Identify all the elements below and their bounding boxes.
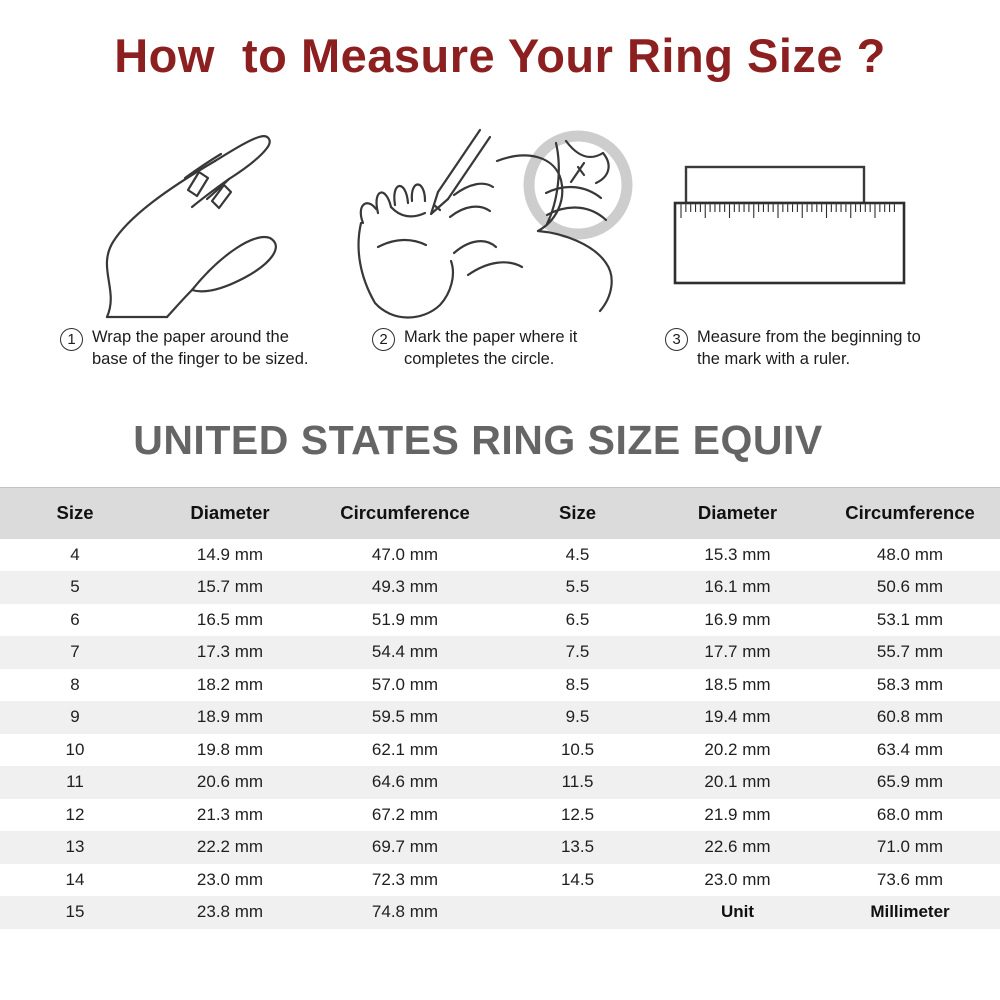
- table-cell: 49.3 mm: [310, 571, 500, 604]
- table-row: [0, 539, 1000, 572]
- table-cell: 15.7 mm: [150, 571, 310, 604]
- table-row: [0, 604, 1000, 637]
- table-cell: 14.5: [560, 869, 595, 889]
- marking-paper-illustration: [350, 125, 645, 320]
- table-cell: 11: [0, 766, 150, 799]
- table-row: [0, 571, 1000, 604]
- table-row: [0, 636, 1000, 669]
- paper-strip-shape: [686, 167, 864, 203]
- page-title: How to Measure Your Ring Size ?: [114, 29, 886, 82]
- table-cell: 9.5: [500, 701, 655, 734]
- table-cell: 73.6 mm: [876, 869, 944, 889]
- table-cell: 6.5: [565, 609, 590, 629]
- table-cell: 53.1 mm: [876, 609, 944, 629]
- table-row: [0, 734, 1000, 767]
- table-cell: 13: [0, 831, 150, 864]
- table-cell: [500, 896, 655, 929]
- table-cell: 14.9 mm: [196, 544, 264, 564]
- table-cell: 15.3 mm: [704, 544, 771, 564]
- table-cell: 59.5 mm: [310, 701, 500, 734]
- table-cell: 8.5: [565, 674, 590, 694]
- table-row: [0, 864, 1000, 897]
- table-cell: 57.0 mm: [371, 674, 439, 694]
- table-row: [0, 799, 1000, 832]
- ruler-shape: [675, 203, 904, 283]
- column-header-5: Diameter: [655, 488, 820, 539]
- table-cell: 60.8 mm: [820, 701, 1000, 734]
- hand-with-paper-illustration: [95, 128, 310, 323]
- table-cell: 22.6 mm: [655, 831, 820, 864]
- table-row: [0, 831, 1000, 864]
- table-cell: 69.7 mm: [310, 831, 500, 864]
- table-cell: 13.5: [500, 831, 655, 864]
- table-cell: 17.7 mm: [655, 636, 820, 669]
- table-cell: 51.9 mm: [371, 609, 439, 629]
- table-cell: 19.4 mm: [655, 701, 820, 734]
- unit-cell: Millimeter: [820, 896, 1000, 929]
- table-cell: 55.7 mm: [820, 636, 1000, 669]
- table-cell: 5: [0, 571, 150, 604]
- table-cell: 20.2 mm: [704, 739, 771, 759]
- table-cell: 16.9 mm: [704, 609, 771, 629]
- table-cell: 22.2 mm: [150, 831, 310, 864]
- table-heading: UNITED STATES RING SIZE EQUIV: [133, 417, 823, 463]
- table-row: [0, 766, 1000, 799]
- table-row: [0, 701, 1000, 734]
- table-cell: 9: [0, 701, 150, 734]
- table-cell: 23.8 mm: [150, 896, 310, 929]
- step-2-number-icon: 2: [372, 328, 395, 351]
- table-cell: 6: [70, 609, 80, 629]
- table-cell: 23.0 mm: [704, 869, 771, 889]
- table-cell: 74.8 mm: [310, 896, 500, 929]
- step-2-text: Mark the paper where it completes the circle.: [404, 328, 578, 368]
- ring-size-table: [0, 487, 1000, 929]
- table-cell: 19.8 mm: [196, 739, 264, 759]
- table-cell: 12.5: [560, 804, 595, 824]
- table-cell: 72.3 mm: [371, 869, 439, 889]
- table-cell: 17.3 mm: [150, 636, 310, 669]
- column-header-6: Circumference: [820, 488, 1000, 539]
- table-cell: 62.1 mm: [371, 739, 439, 759]
- step-1-number-icon: 1: [60, 328, 83, 351]
- table-cell: 11.5: [500, 766, 655, 799]
- table-cell: 67.2 mm: [371, 804, 439, 824]
- table-cell: 16.5 mm: [196, 609, 264, 629]
- table-cell: 12: [65, 804, 85, 824]
- table-cell: 15: [0, 896, 150, 929]
- step-2-caption: [372, 327, 637, 371]
- table-cell: 23.0 mm: [196, 869, 264, 889]
- table-cell: 16.1 mm: [655, 571, 820, 604]
- table-cell: 20.1 mm: [655, 766, 820, 799]
- table-row: [0, 669, 1000, 702]
- table-cell: 47.0 mm: [371, 544, 439, 564]
- column-header-2: Diameter: [150, 488, 310, 539]
- table-cell: 50.6 mm: [820, 571, 1000, 604]
- table-cell: 68.0 mm: [876, 804, 944, 824]
- table-cell: 54.4 mm: [310, 636, 500, 669]
- table-cell: 7.5: [500, 636, 655, 669]
- table-row: [0, 896, 1000, 929]
- table-cell: 4: [70, 544, 80, 564]
- table-cell: 8: [70, 674, 80, 694]
- table-cell: 10.5: [560, 739, 595, 759]
- column-header-4: Size: [500, 488, 655, 539]
- step-3-caption: [665, 327, 965, 371]
- ruler-illustration: [672, 162, 972, 290]
- step-1-text: Wrap the paper around the base of the finger to be sized.: [92, 328, 309, 368]
- table-cell: 71.0 mm: [820, 831, 1000, 864]
- table-cell: 10: [65, 739, 85, 759]
- table-cell: 14: [65, 869, 85, 889]
- table-cell: 20.6 mm: [150, 766, 310, 799]
- table-cell: 18.5 mm: [704, 674, 771, 694]
- unit-cell: Unit: [655, 896, 820, 929]
- table-cell: 18.2 mm: [196, 674, 264, 694]
- table-cell: 4.5: [565, 544, 590, 564]
- table-cell: 63.4 mm: [876, 739, 944, 759]
- table-cell: 21.3 mm: [196, 804, 264, 824]
- table-cell: 21.9 mm: [704, 804, 771, 824]
- table-cell: 7: [0, 636, 150, 669]
- step-3-number-icon: 3: [665, 328, 688, 351]
- magnifier-circle-icon: [529, 136, 627, 234]
- column-header-1: Size: [0, 488, 150, 539]
- column-header-3: Circumference: [310, 488, 500, 539]
- step-3-text: Measure from the beginning to the mark with a ruler.: [697, 328, 921, 368]
- step-1-caption: [60, 327, 350, 371]
- table-cell: 48.0 mm: [876, 544, 944, 564]
- table-cell: 5.5: [500, 571, 655, 604]
- table-cell: 64.6 mm: [310, 766, 500, 799]
- table-cell: 65.9 mm: [820, 766, 1000, 799]
- table-cell: 58.3 mm: [876, 674, 944, 694]
- table-header-row: [0, 488, 1000, 539]
- table-cell: 18.9 mm: [150, 701, 310, 734]
